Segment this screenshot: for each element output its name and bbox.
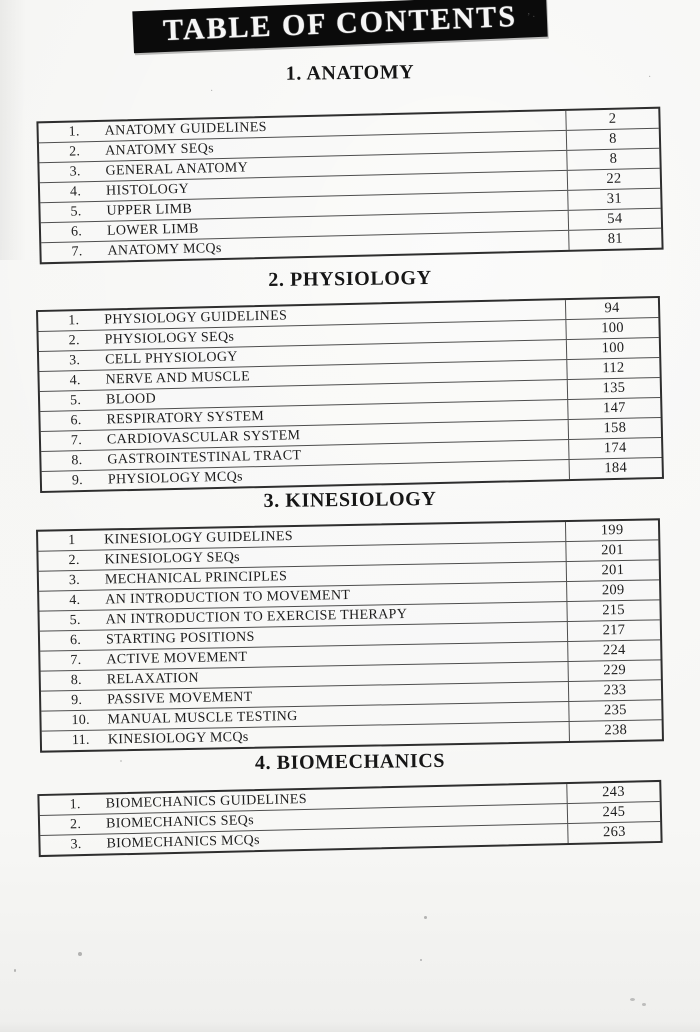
chapter-number: 11.: [71, 732, 90, 748]
chapter-title: PASSIVE MOVEMENT: [106, 689, 253, 707]
chapter-title: KINESIOLOGY GUIDELINES: [104, 528, 294, 547]
paper-speck: [424, 916, 427, 919]
chapter-number: 6.: [69, 632, 82, 648]
section-heading: 4. BIOMECHANICS: [254, 749, 446, 775]
chapter-number: 2.: [68, 143, 81, 160]
chapter-number: 3.: [69, 163, 81, 180]
chapter-number: 2.: [68, 332, 80, 348]
page-number: 81: [568, 229, 661, 250]
page-number: 209: [566, 580, 659, 601]
page-number: 94: [565, 298, 658, 319]
chapter-number: 1.: [68, 123, 80, 140]
chapter-number: 5.: [69, 392, 82, 408]
chapter-title: AN INTRODUCTION TO EXERCISE THERAPY: [105, 606, 408, 627]
page-number: 263: [567, 822, 660, 843]
page-number: 112: [566, 358, 659, 379]
page-number: 245: [567, 802, 660, 823]
chapter-title: LOWER LIMB: [106, 221, 199, 239]
page-number: 31: [567, 189, 660, 210]
toc-table: [36, 296, 664, 493]
page-number: 8: [566, 149, 659, 170]
page-number: 147: [567, 398, 660, 419]
chapter-title: AN INTRODUCTION TO MOVEMENT: [105, 587, 351, 607]
page-number: 215: [566, 600, 659, 621]
scan-stray-mark: ·: [648, 72, 652, 83]
chapter-title: CELL PHYSIOLOGY: [104, 349, 238, 368]
toc-table: [37, 780, 662, 857]
chapter-number: 7.: [71, 243, 83, 260]
chapter-number: 6.: [70, 412, 82, 428]
chapter-number: 7.: [70, 432, 83, 448]
chapter-title: KINESIOLOGY SEQs: [104, 549, 241, 567]
page-number: 243: [566, 782, 659, 803]
page-number: 235: [568, 700, 661, 721]
chapter-title: BLOOD: [105, 390, 157, 408]
chapter-title: RESPIRATORY SYSTEM: [106, 408, 265, 428]
chapter-title: MANUAL MUSCLE TESTING: [107, 708, 298, 727]
chapter-number: 10.: [71, 712, 91, 728]
page-number: 229: [568, 660, 661, 681]
page-number: 217: [567, 620, 660, 641]
scan-stray-mark: ’ ·: [527, 12, 536, 23]
paper-speck: [78, 952, 82, 956]
chapter-title: GENERAL ANATOMY: [105, 159, 249, 179]
paper-speck: [630, 998, 635, 1001]
chapter-title: GASTROINTESTINAL TRACT: [107, 447, 302, 468]
chapter-number: 7.: [70, 652, 82, 668]
chapter-number: 5.: [70, 203, 82, 220]
chapter-title: ANATOMY SEQs: [104, 140, 215, 159]
chapter-number: 3.: [70, 836, 82, 852]
chapter-number: 1: [68, 532, 76, 548]
chapter-title: RELAXATION: [106, 670, 200, 687]
chapter-title: ANATOMY GUIDELINES: [104, 119, 268, 139]
chapter-title: PHYSIOLOGY SEQs: [104, 329, 235, 348]
chapter-title: CARDIOVASCULAR SYSTEM: [106, 427, 301, 448]
title-banner: [132, 0, 547, 53]
chapter-number: 4.: [69, 592, 81, 608]
title-banner-text: TABLE OF CONTENTS: [162, 0, 518, 48]
chapter-title: KINESIOLOGY MCQs: [107, 729, 249, 747]
chapter-number: 4.: [69, 372, 81, 388]
chapter-number: 9.: [70, 692, 83, 708]
chapter-title: STARTING POSITIONS: [105, 629, 255, 647]
chapter-number: 9.: [71, 472, 84, 488]
chapter-number: 3.: [68, 572, 81, 588]
chapter-title: BIOMECHANICS MCQs: [106, 832, 261, 852]
page-number: 174: [568, 438, 661, 459]
chapter-number: 5.: [69, 612, 81, 628]
scan-stray-mark: ·: [210, 86, 214, 97]
chapter-title: PHYSIOLOGY MCQs: [107, 468, 244, 488]
paper-speck: [642, 1003, 646, 1006]
paper-speck: [420, 959, 422, 961]
page-number: 201: [565, 540, 658, 561]
section-heading: 2. PHYSIOLOGY: [268, 267, 432, 291]
page-number: 22: [567, 169, 660, 190]
toc-table: [36, 107, 663, 265]
chapter-title: HISTOLOGY: [105, 181, 190, 199]
toc-table: [36, 518, 664, 752]
chapter-title: BIOMECHANICS GUIDELINES: [105, 791, 308, 812]
page-number: 100: [565, 318, 658, 339]
chapter-title: PHYSIOLOGY GUIDELINES: [104, 307, 288, 328]
chapter-number: 2.: [69, 816, 82, 832]
chapter-title: NERVE AND MUSCLE: [105, 368, 251, 388]
chapter-title: ANATOMY MCQs: [107, 240, 222, 259]
page-number: 184: [569, 458, 662, 479]
page-number: 54: [568, 209, 661, 230]
paper-speck: [14, 969, 16, 972]
chapter-number: 1.: [68, 312, 80, 328]
chapter-title: MECHANICAL PRINCIPLES: [104, 568, 288, 587]
page-number: 8: [566, 129, 659, 150]
chapter-number: 8.: [71, 452, 83, 468]
page-number: 201: [566, 560, 659, 581]
chapter-number: 2.: [68, 552, 80, 568]
page-number: 158: [568, 418, 661, 439]
chapter-number: 6.: [70, 223, 83, 240]
chapter-number: 3.: [68, 352, 81, 368]
page-number: 2: [565, 109, 658, 130]
chapter-number: 4.: [69, 183, 82, 200]
paper-edge-shadow: [0, 0, 26, 260]
page-number: 199: [565, 520, 658, 541]
section-heading: 1. ANATOMY: [285, 61, 415, 85]
chapter-number: 1.: [69, 796, 81, 812]
page-number: 238: [569, 720, 662, 741]
paper-speck: [120, 760, 122, 762]
section-heading: 3. KINESIOLOGY: [263, 487, 437, 513]
chapter-title: UPPER LIMB: [106, 201, 193, 219]
chapter-title: ACTIVE MOVEMENT: [106, 649, 248, 667]
page-number: 233: [568, 680, 661, 701]
page-number: 135: [567, 378, 660, 399]
page-number: 224: [567, 640, 660, 661]
chapter-title: BIOMECHANICS SEQs: [105, 812, 255, 832]
chapter-number: 8.: [70, 672, 83, 688]
page-number: 100: [566, 338, 659, 359]
